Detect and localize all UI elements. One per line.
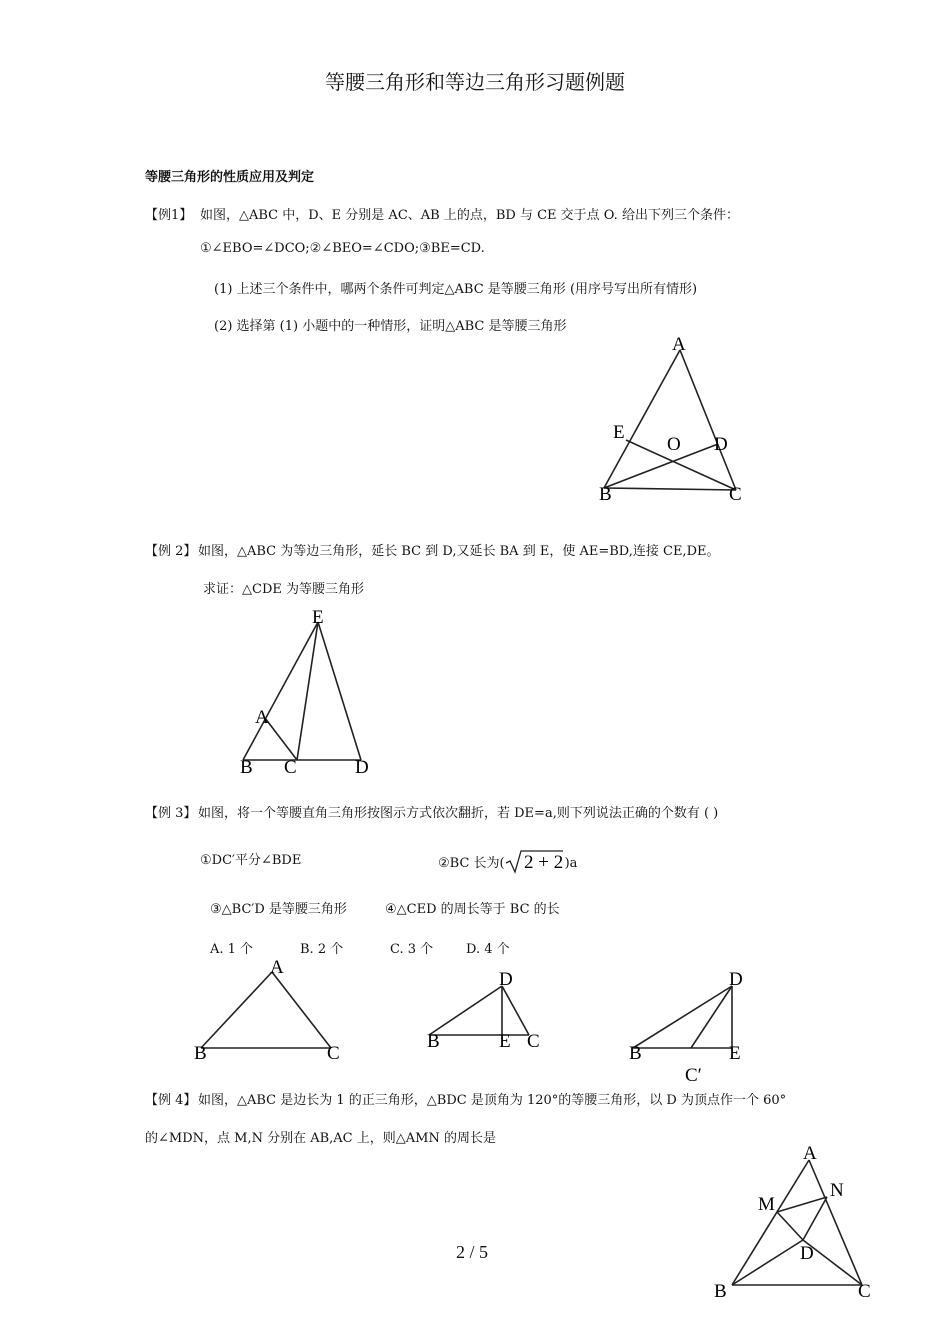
segment-dc xyxy=(691,986,732,1048)
segment-db xyxy=(633,986,732,1048)
example-4-text-2: 的∠MDN，点 M,N 分别在 AB,AC 上，则△AMN 的周长是 xyxy=(145,1131,496,1146)
segment-db xyxy=(429,986,502,1035)
label-e: E xyxy=(729,1043,741,1064)
segment-ac xyxy=(265,718,297,760)
label-d: D xyxy=(800,1243,814,1264)
segment-bd xyxy=(732,1240,803,1285)
label-d: D xyxy=(499,969,513,990)
label-c: C xyxy=(729,484,742,505)
example-1-text: 如图，△ABC 中，D、E 分别是 AC、AB 上的点，BD 与 CE 交于点 O. 给出下列三个条件： xyxy=(200,208,739,223)
label-d: D xyxy=(714,434,728,455)
page-title: 等腰三角形和等边三角形习题例题 xyxy=(325,70,625,94)
label-b: B xyxy=(629,1043,642,1064)
example-4-text: 如图，△ABC 是边长为 1 的正三角形，△BDC 是顶角为 120°的等腰三角形，以 D 为顶点作一个 60° xyxy=(198,1093,787,1108)
label-m: M xyxy=(758,1194,775,1215)
segment-ab xyxy=(604,350,680,488)
statement-2-prefix: ②BC 长为 xyxy=(438,856,500,871)
label-b: B xyxy=(194,1043,207,1064)
label-o: O xyxy=(667,434,681,455)
example-3-statement-2 xyxy=(438,849,577,875)
section-heading: 等腰三角形的性质应用及判定 xyxy=(145,170,315,185)
example-3-figure-3 xyxy=(625,965,765,1085)
statement-2-suffix: )a xyxy=(564,856,578,871)
example-4-label: 【例 4】 xyxy=(145,1093,197,1108)
segment-ed xyxy=(318,622,361,760)
example-3-label: 【例 3】 xyxy=(145,806,197,821)
segment-ab xyxy=(732,1160,809,1285)
example-3-figure-2 xyxy=(425,965,555,1065)
example-2-text: 如图，△ABC 为等边三角形，延长 BC 到 D,又延长 BA 到 E，使 AE=BD,连接 CE,DE。 xyxy=(198,544,720,559)
label-n: N xyxy=(830,1180,844,1201)
label-a: A xyxy=(803,1143,817,1164)
label-b: B xyxy=(427,1031,440,1052)
option-c: C. 3 个 xyxy=(390,942,434,957)
label-b: B xyxy=(714,1281,727,1302)
example-2-label: 【例 2】 xyxy=(145,544,197,559)
label-a: A xyxy=(672,334,686,355)
label-c: C xyxy=(284,757,297,778)
option-a: A. 1 个 xyxy=(210,942,254,957)
label-a: A xyxy=(270,957,284,978)
statement-2-paren: ( xyxy=(499,856,505,871)
label-d: D xyxy=(355,757,369,778)
example-3-figure-1 xyxy=(190,955,350,1065)
sqrt-expression-text: 2 + 2 xyxy=(523,852,563,873)
segment-ac xyxy=(809,1160,862,1285)
label-a: A xyxy=(255,707,269,728)
label-e: E xyxy=(613,422,625,443)
segment-ab xyxy=(201,972,272,1048)
page-number: 2 / 5 xyxy=(456,1242,489,1262)
example-1-label: 【例1】 xyxy=(145,208,193,223)
label-d: D xyxy=(729,969,743,990)
example-3-statement-4: ④△CED 的周长等于 BC 的长 xyxy=(385,902,560,917)
label-c: C xyxy=(858,1281,871,1302)
example-2-figure xyxy=(230,600,390,780)
segment-bc xyxy=(604,488,736,490)
example-4-figure xyxy=(710,1142,880,1307)
sqrt-expression xyxy=(505,849,565,875)
example-2-prove: 求证：△CDE 为等腰三角形 xyxy=(203,582,364,597)
segment-dc xyxy=(502,986,529,1035)
label-b: B xyxy=(599,484,612,505)
label-e: E xyxy=(312,607,324,628)
segment-bd xyxy=(604,444,718,488)
example-1-question-1: (1) 上述三个条件中，哪两个条件可判定△ABC 是等腰三角形 (用序号写出所有情形) xyxy=(214,282,698,297)
label-c-prime: C′ xyxy=(685,1065,702,1086)
example-1-conditions: ①∠EBO=∠DCO;②∠BEO=∠CDO;③BE=CD. xyxy=(200,241,485,256)
label-e: E xyxy=(499,1031,511,1052)
example-3-statement-1: ①DC′平分∠BDE xyxy=(200,853,302,868)
example-3-text: 如图，将一个等腰直角三角形按图示方式依次翻折，若 DE=a,则下列说法正确的个数有 ( ) xyxy=(198,806,719,821)
label-c: C xyxy=(327,1043,340,1064)
label-c: C xyxy=(527,1031,540,1052)
example-1-question-2: (2) 选择第 (1) 小题中的一种情形，证明△ABC 是等腰三角形 xyxy=(214,319,567,334)
segment-md xyxy=(777,1212,803,1240)
segment-ac xyxy=(272,972,331,1048)
example-1-figure xyxy=(590,330,760,510)
label-b: B xyxy=(240,757,253,778)
option-b: B. 2 个 xyxy=(300,942,344,957)
example-3-statement-3: ③△BC′D 是等腰三角形 xyxy=(210,902,347,917)
option-d: D. 4 个 xyxy=(466,942,510,957)
